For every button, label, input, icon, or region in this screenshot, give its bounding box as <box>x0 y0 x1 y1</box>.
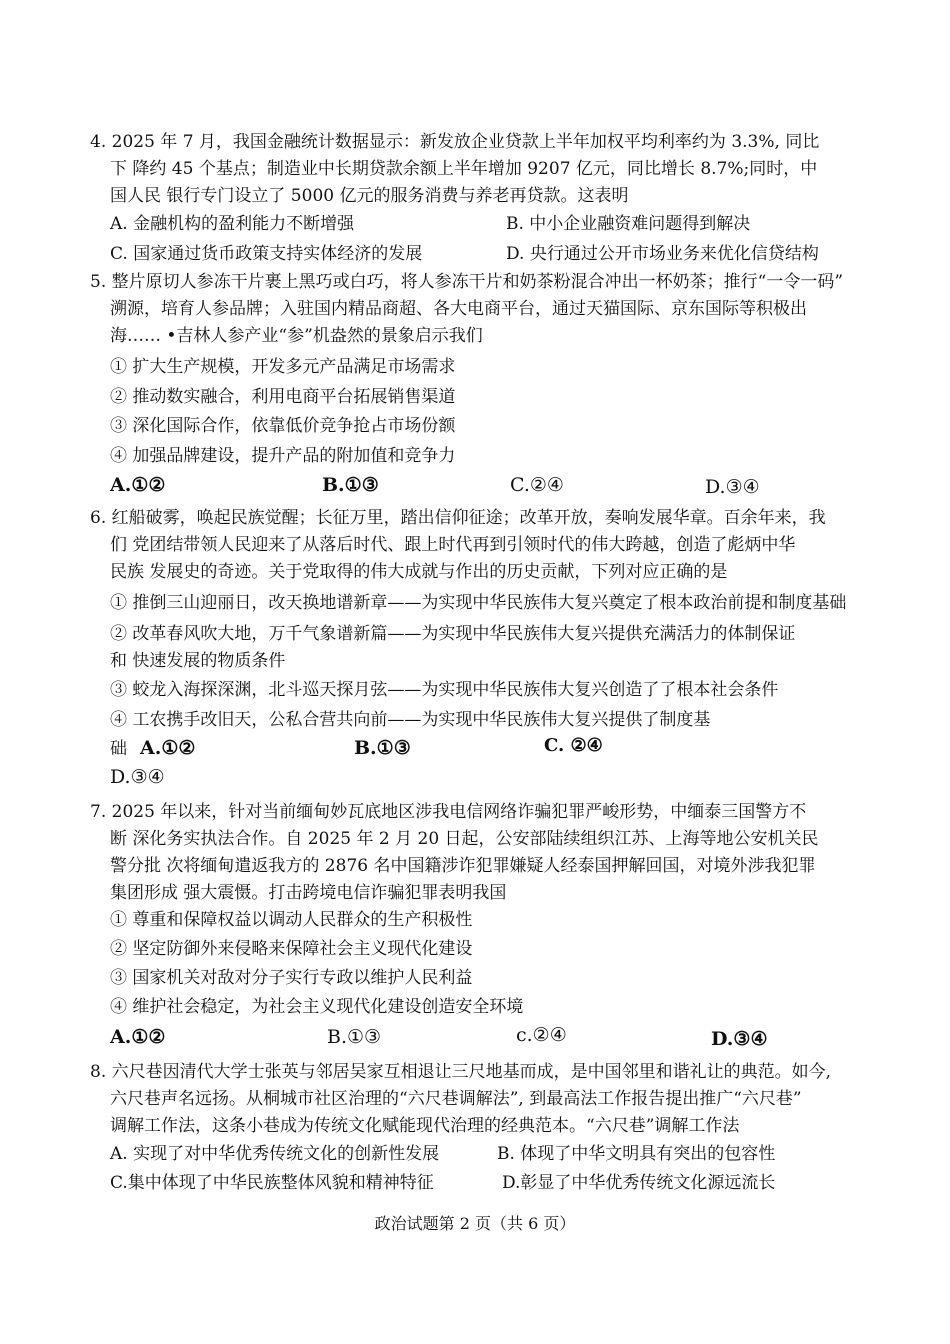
q5-item-4: ④ 加强品牌建设，提升产品的附加值和竞争力 <box>110 446 456 466</box>
q8-option-d: D.彰显了中华优秀传统文化源远流长 <box>502 1173 776 1193</box>
q5-option-c: C.②④ <box>510 474 564 496</box>
q6-item-2-cont: 和 快速发展的物质条件 <box>110 651 286 671</box>
q8-stem-line-3: 调解工作法，这条小巷成为传统文化赋能现代治理的经典范本。“六尺巷”调解工作法 <box>110 1116 740 1136</box>
q7-item-4: ④ 维护社会稳定，为社会主义现代化建设创造安全环境 <box>110 997 524 1017</box>
q6-item-2: ② 改革春风吹大地，万千气象谱新篇——为实现中华民族伟大复兴提供充满活力的体制保证 <box>110 624 796 644</box>
q7-stem-line-1: 7. 2025 年以来，针对当前缅甸妙瓦底地区涉我电信网络诈骗犯罪严峻形势，中缅泰三国警方不 <box>90 802 807 822</box>
q7-option-d: D.③④ <box>711 1028 768 1050</box>
q5-item-3: ③ 深化国际合作，依靠低价竞争抢占市场份额 <box>110 416 456 436</box>
q4-stem-line-3: 国人民 银行专门设立了 5000 亿元的服务消费与养老再贷款。这表明 <box>110 186 629 206</box>
q6-option-a: A.①② <box>140 737 196 759</box>
q6-option-c: C. ②④ <box>544 735 603 756</box>
q5-item-2: ② 推动数实融合，利用电商平台拓展销售渠道 <box>110 387 456 407</box>
q7-option-c: c.②④ <box>516 1024 567 1046</box>
q4-option-b: B. 中小企业融资难问题得到解决 <box>506 214 751 234</box>
q6-option-d: D.③④ <box>110 766 165 788</box>
q4-option-d: D. 央行通过公开市场业务来优化信贷结构 <box>506 244 819 264</box>
q6-item-4-cont: 础 <box>110 739 127 759</box>
q8-stem-line-1: 8. 六尺巷因清代大学士张英与邻居吴家互相退让三尺地基而成，是中国邻里和谐礼让的典范。如今, <box>90 1062 832 1082</box>
q5-stem-line-2: 溯源，培育人参品牌；入驻国内精品商超、各大电商平台，通过天猫国际、京东国际等积极出 <box>110 299 807 319</box>
q8-option-b: B. 体现了中华文明具有突出的包容性 <box>497 1144 776 1164</box>
q7-item-1: ① 尊重和保障权益以调动人民群众的生产积极性 <box>110 910 473 930</box>
q6-item-3: ③ 蛟龙入海探深渊，北斗巡天探月弦——为实现中华民族伟大复兴创造了了根本社会条件 <box>110 680 779 700</box>
q5-stem-line-1: 5. 整片原切人参冻干片裹上黑巧或白巧，将人参冻干片和奶茶粉混合冲出一杯奶茶；推行“一令一码” <box>90 272 844 292</box>
q5-option-b: B.①③ <box>322 474 379 496</box>
q6-stem-line-3: 民族 发展史的奇迹。关于党取得的伟大成就与作出的历史贡献，下列对应正确的是 <box>110 562 728 582</box>
q4-option-c: C. 国家通过货币政策支持实体经济的发展 <box>110 244 423 264</box>
q7-option-a: A.①② <box>110 1026 166 1048</box>
q5-option-d: D.③④ <box>705 476 760 498</box>
q6-stem-line-2: 们 党团结带领人民迎来了从落后时代、跟上时代再到引领时代的伟大跨越，创造了彪炳中华 <box>110 535 796 555</box>
q7-item-3: ③ 国家机关对敌对分子实行专政以维护人民利益 <box>110 968 473 988</box>
q7-stem-line-3: 警分批 次将缅甸遣返我方的 2876 名中国籍涉诈犯罪嫌疑人经泰国押解回国，对境外涉我犯罪 <box>110 856 816 876</box>
q8-stem-line-2: 六尺巷声名远扬。从桐城市社区治理的“六尺巷调解法”, 到最高法工作报告提出推广“六尺巷” <box>110 1089 802 1109</box>
q8-option-c: C.集中体现了中华民族整体风貌和精神特征 <box>110 1173 434 1193</box>
q5-option-a: A.①② <box>110 474 166 496</box>
q5-item-1: ① 扩大生产规模，开发多元产品满足市场需求 <box>110 357 456 377</box>
page-footer: 政治试题第 2 页（共 6 页） <box>374 1214 576 1233</box>
q7-stem-line-2: 断 深化务实执法合作。自 2025 年 2 月 20 日起，公安部陆续组织江苏、上海等地公安机关民 <box>110 829 819 849</box>
q7-item-2: ② 坚定防御外来侵略来保障社会主义现代化建设 <box>110 939 473 959</box>
q6-item-1: ① 推倒三山迎丽日，改天换地谱新章——为实现中华民族伟大复兴奠定了根本政治前提和制度基础 <box>110 593 847 613</box>
q4-stem-line-2: 下 降约 45 个基点；制造业中长期贷款余额上半年增加 9207 亿元，同比增长 8.7%;同时，中 <box>110 159 818 179</box>
q8-option-a: A. 实现了对中华优秀传统文化的创新性发展 <box>110 1144 440 1164</box>
q7-stem-line-4: 集团形成 强大震慑。打击跨境电信诈骗犯罪表明我国 <box>110 883 507 903</box>
q7-option-b: B.①③ <box>327 1026 382 1048</box>
q6-option-b: B.①③ <box>354 737 411 759</box>
q6-stem-line-1: 6. 红船破雾，唤起民族觉醒；长征万里，踏出信仰征途；改革开放，奏响发展华章。百余年来，我 <box>90 508 826 528</box>
q6-item-4: ④ 工农携手改旧天，公私合营共向前——为实现中华民族伟大复兴提供了制度基 <box>110 710 711 730</box>
q5-stem-line-3: 海…… •吉林人参产业“参”机盎然的景象启示我们 <box>110 326 483 346</box>
q4-option-a: A. 金融机构的盈利能力不断增强 <box>110 214 355 234</box>
q4-stem-line-1: 4. 2025 年 7 月，我国金融统计数据显示：新发放企业贷款上半年加权平均利率约为 3.3%, 同比 <box>90 132 820 152</box>
